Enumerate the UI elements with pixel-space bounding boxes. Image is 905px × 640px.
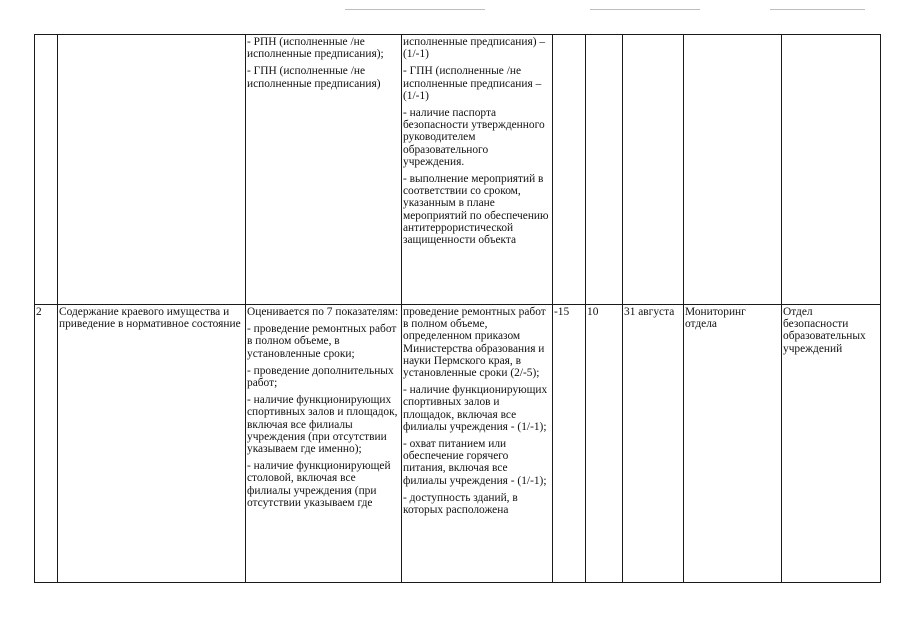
cell-max-score bbox=[586, 35, 623, 305]
cell-name bbox=[58, 35, 246, 305]
cell-responsible: Отдел безопасности образовательных учреждений bbox=[782, 305, 881, 583]
cell-deadline bbox=[623, 35, 684, 305]
indicator-item: - ГПН (исполненные /не исполненные предписания – (1/-1) bbox=[403, 65, 542, 102]
cell-name: Содержание краевого имущества и приведение в нормативное состояние bbox=[58, 305, 246, 583]
table-row-2 bbox=[35, 305, 881, 583]
table-row-continuation bbox=[35, 35, 881, 305]
criteria-item: - РПН (исполненные /не исполненные предписания); bbox=[247, 36, 384, 61]
criteria-item: - наличие функционирующих спортивных залов и площадок, включая все филиалы учреждения (при отсутствии указываем где именно); bbox=[247, 394, 398, 456]
criteria-item: - ГПН (исполненные /не исполненные предписания) bbox=[247, 65, 381, 90]
cell-max-score: 10 bbox=[586, 305, 623, 583]
indicator-item: - наличие паспорта безопасности утвержденного руководителем образовательного учреждения. bbox=[403, 107, 545, 168]
cell-min-score: -15 bbox=[553, 305, 586, 583]
cell-criteria bbox=[246, 35, 402, 305]
indicator-item: исполненные предписания) – (1/-1) bbox=[403, 36, 546, 61]
criteria-item: - проведение дополнительных работ; bbox=[247, 364, 394, 390]
cell-source: Мониторинг отдела bbox=[684, 305, 782, 583]
indicator-item: - охват питанием или обеспечение горячего питания, включая все филиалы учреждения - (1/-1); bbox=[403, 438, 547, 487]
top-edge-rule bbox=[590, 9, 700, 10]
cell-source bbox=[684, 35, 782, 305]
cell-number bbox=[35, 35, 58, 305]
cell-criteria bbox=[246, 305, 402, 583]
top-edge-rule bbox=[770, 9, 865, 10]
criteria-item: - наличие функционирующей столовой, включая все филиалы учреждения (при отсутствии указываем где bbox=[247, 460, 391, 509]
indicator-item: - наличие функционирующих спортивных залов и площадок, включая все филиалы учреждения - (1/-1); bbox=[403, 384, 548, 433]
cell-deadline: 31 августа bbox=[623, 305, 684, 583]
cell-responsible bbox=[782, 35, 881, 305]
top-edge-rule bbox=[345, 9, 485, 10]
criteria-item: Оценивается по 7 показателям: bbox=[247, 306, 399, 318]
indicator-item: - выполнение мероприятий в соответствии со сроком, указанным в плане мероприятий по обеспечению антитеррористической защищенности объекта bbox=[403, 173, 549, 247]
criteria-item: - проведение ремонтных работ в полном объеме, в установленные сроки; bbox=[247, 323, 397, 360]
criteria-table bbox=[34, 34, 881, 583]
indicator-item: - доступность зданий, в которых расположена bbox=[403, 491, 518, 517]
cell-indicators bbox=[402, 35, 553, 305]
cell-number: 2 bbox=[35, 305, 58, 583]
indicator-item: проведение ремонтных работ в полном объеме, определенном приказом Министерства образования и науки Пермского края, в установленные сроки (2/-5); bbox=[403, 306, 546, 380]
cell-min-score bbox=[553, 35, 586, 305]
cell-indicators bbox=[402, 305, 553, 583]
